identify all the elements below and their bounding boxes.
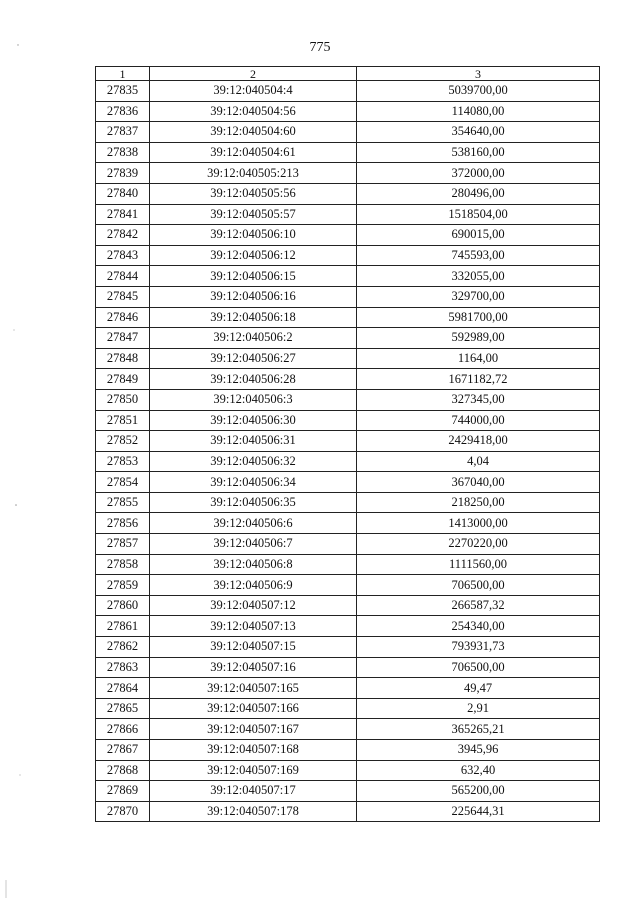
value-cell: 327345,00 <box>357 389 600 410</box>
row-number-cell: 27851 <box>96 410 150 431</box>
row-number-cell: 27861 <box>96 616 150 637</box>
table-row <box>96 245 600 266</box>
table-row <box>96 760 600 781</box>
row-number-cell: 27858 <box>96 554 150 575</box>
row-number-cell: 27842 <box>96 225 150 246</box>
row-number-cell: 27860 <box>96 595 150 616</box>
table-row <box>96 575 600 596</box>
cadastral-number-cell: 39:12:040506:2 <box>150 328 357 349</box>
cadastral-number-cell: 39:12:040505:56 <box>150 183 357 204</box>
row-number-cell: 27856 <box>96 513 150 534</box>
value-cell: 690015,00 <box>357 225 600 246</box>
row-number-cell: 27836 <box>96 101 150 122</box>
table-row <box>96 740 600 761</box>
cadastral-number-cell: 39:12:040506:3 <box>150 389 357 410</box>
table-row <box>96 266 600 287</box>
cadastral-number-cell: 39:12:040506:34 <box>150 472 357 493</box>
table-body <box>96 81 600 822</box>
row-number-cell: 27846 <box>96 307 150 328</box>
cadastral-number-cell: 39:12:040506:6 <box>150 513 357 534</box>
table-row <box>96 678 600 699</box>
value-cell: 254340,00 <box>357 616 600 637</box>
table-row <box>96 492 600 513</box>
table-row <box>96 328 600 349</box>
value-cell: 365265,21 <box>357 719 600 740</box>
value-cell: 225644,31 <box>357 801 600 822</box>
row-number-cell: 27865 <box>96 698 150 719</box>
row-number-cell: 27866 <box>96 719 150 740</box>
table-row <box>96 163 600 184</box>
value-cell: 1413000,00 <box>357 513 600 534</box>
cadastral-number-cell: 39:12:040507:169 <box>150 760 357 781</box>
row-number-cell: 27838 <box>96 142 150 163</box>
cadastral-number-cell: 39:12:040504:4 <box>150 81 357 102</box>
cadastral-number-cell: 39:12:040504:61 <box>150 142 357 163</box>
value-cell: 632,40 <box>357 760 600 781</box>
cadastral-number-cell: 39:12:040506:30 <box>150 410 357 431</box>
row-number-cell: 27835 <box>96 81 150 102</box>
row-number-cell: 27840 <box>96 183 150 204</box>
table-row <box>96 554 600 575</box>
value-cell: 2429418,00 <box>357 431 600 452</box>
cadastral-number-cell: 39:12:040506:27 <box>150 348 357 369</box>
cadastral-number-cell: 39:12:040507:17 <box>150 781 357 802</box>
cadastral-number-cell: 39:12:040506:18 <box>150 307 357 328</box>
table-row <box>96 472 600 493</box>
column-header-3: 3 <box>357 67 600 81</box>
value-cell: 367040,00 <box>357 472 600 493</box>
cadastral-number-cell: 39:12:040506:16 <box>150 286 357 307</box>
cadastral-number-cell: 39:12:040506:28 <box>150 369 357 390</box>
column-header-2: 2 <box>150 67 357 81</box>
cadastral-number-cell: 39:12:040507:16 <box>150 657 357 678</box>
value-cell: 5039700,00 <box>357 81 600 102</box>
row-number-cell: 27870 <box>96 801 150 822</box>
row-number-cell: 27862 <box>96 637 150 658</box>
table-row <box>96 348 600 369</box>
table-row <box>96 286 600 307</box>
value-cell: 706500,00 <box>357 657 600 678</box>
table-row <box>96 595 600 616</box>
cadastral-number-cell: 39:12:040504:60 <box>150 122 357 143</box>
table-row <box>96 637 600 658</box>
table-row <box>96 225 600 246</box>
value-cell: 745593,00 <box>357 245 600 266</box>
cadastral-number-cell: 39:12:040506:8 <box>150 554 357 575</box>
row-number-cell: 27837 <box>96 122 150 143</box>
cadastral-number-cell: 39:12:040506:15 <box>150 266 357 287</box>
value-cell: 2,91 <box>357 698 600 719</box>
table-row <box>96 369 600 390</box>
value-cell: 1671182,72 <box>357 369 600 390</box>
cadastral-number-cell: 39:12:040505:57 <box>150 204 357 225</box>
table-row <box>96 410 600 431</box>
cadastral-number-cell: 39:12:040506:35 <box>150 492 357 513</box>
value-cell: 706500,00 <box>357 575 600 596</box>
cadastral-number-cell: 39:12:040507:12 <box>150 595 357 616</box>
row-number-cell: 27843 <box>96 245 150 266</box>
table-row <box>96 451 600 472</box>
value-cell: 538160,00 <box>357 142 600 163</box>
value-cell: 114080,00 <box>357 101 600 122</box>
value-cell: 266587,32 <box>357 595 600 616</box>
value-cell: 4,04 <box>357 451 600 472</box>
row-number-cell: 27867 <box>96 740 150 761</box>
table-row <box>96 431 600 452</box>
cadastral-number-cell: 39:12:040506:10 <box>150 225 357 246</box>
cadastral-number-cell: 39:12:040506:31 <box>150 431 357 452</box>
table-row <box>96 801 600 822</box>
value-cell: 592989,00 <box>357 328 600 349</box>
value-cell: 332055,00 <box>357 266 600 287</box>
table-row <box>96 183 600 204</box>
page-number: 775 <box>309 40 331 55</box>
value-cell: 744000,00 <box>357 410 600 431</box>
table-row <box>96 534 600 555</box>
value-cell: 1164,00 <box>357 348 600 369</box>
value-cell: 3945,96 <box>357 740 600 761</box>
table-row <box>96 781 600 802</box>
table-row <box>96 698 600 719</box>
row-number-cell: 27847 <box>96 328 150 349</box>
table-row <box>96 307 600 328</box>
table-header-row <box>96 67 600 81</box>
table-row <box>96 616 600 637</box>
row-number-cell: 27859 <box>96 575 150 596</box>
row-number-cell: 27845 <box>96 286 150 307</box>
row-number-cell: 27839 <box>96 163 150 184</box>
row-number-cell: 27852 <box>96 431 150 452</box>
cadastral-number-cell: 39:12:040506:12 <box>150 245 357 266</box>
value-cell: 49,47 <box>357 678 600 699</box>
row-number-cell: 27855 <box>96 492 150 513</box>
value-cell: 793931,73 <box>357 637 600 658</box>
value-cell: 1518504,00 <box>357 204 600 225</box>
row-number-cell: 27864 <box>96 678 150 699</box>
value-cell: 372000,00 <box>357 163 600 184</box>
value-cell: 218250,00 <box>357 492 600 513</box>
table-row <box>96 122 600 143</box>
table-row <box>96 81 600 102</box>
cadastral-number-cell: 39:12:040507:165 <box>150 678 357 699</box>
row-number-cell: 27849 <box>96 369 150 390</box>
row-number-cell: 27868 <box>96 760 150 781</box>
data-table <box>95 66 600 822</box>
value-cell: 5981700,00 <box>357 307 600 328</box>
row-number-cell: 27841 <box>96 204 150 225</box>
table-row <box>96 389 600 410</box>
value-cell: 2270220,00 <box>357 534 600 555</box>
table-row <box>96 513 600 534</box>
row-number-cell: 27869 <box>96 781 150 802</box>
row-number-cell: 27853 <box>96 451 150 472</box>
row-number-cell: 27850 <box>96 389 150 410</box>
value-cell: 565200,00 <box>357 781 600 802</box>
cadastral-number-cell: 39:12:040506:32 <box>150 451 357 472</box>
cadastral-number-cell: 39:12:040507:166 <box>150 698 357 719</box>
column-header-1: 1 <box>96 67 150 81</box>
value-cell: 354640,00 <box>357 122 600 143</box>
value-cell: 329700,00 <box>357 286 600 307</box>
row-number-cell: 27854 <box>96 472 150 493</box>
cadastral-number-cell: 39:12:040507:167 <box>150 719 357 740</box>
cadastral-number-cell: 39:12:040504:56 <box>150 101 357 122</box>
table-row <box>96 204 600 225</box>
table-row <box>96 101 600 122</box>
cadastral-number-cell: 39:12:040507:168 <box>150 740 357 761</box>
table-row <box>96 657 600 678</box>
row-number-cell: 27857 <box>96 534 150 555</box>
cadastral-number-cell: 39:12:040506:9 <box>150 575 357 596</box>
value-cell: 1111560,00 <box>357 554 600 575</box>
cadastral-number-cell: 39:12:040505:213 <box>150 163 357 184</box>
value-cell: 280496,00 <box>357 183 600 204</box>
cadastral-number-cell: 39:12:040507:178 <box>150 801 357 822</box>
row-number-cell: 27863 <box>96 657 150 678</box>
row-number-cell: 27844 <box>96 266 150 287</box>
row-number-cell: 27848 <box>96 348 150 369</box>
cadastral-number-cell: 39:12:040507:13 <box>150 616 357 637</box>
table-row <box>96 719 600 740</box>
cadastral-number-cell: 39:12:040506:7 <box>150 534 357 555</box>
cadastral-number-cell: 39:12:040507:15 <box>150 637 357 658</box>
table-row <box>96 142 600 163</box>
